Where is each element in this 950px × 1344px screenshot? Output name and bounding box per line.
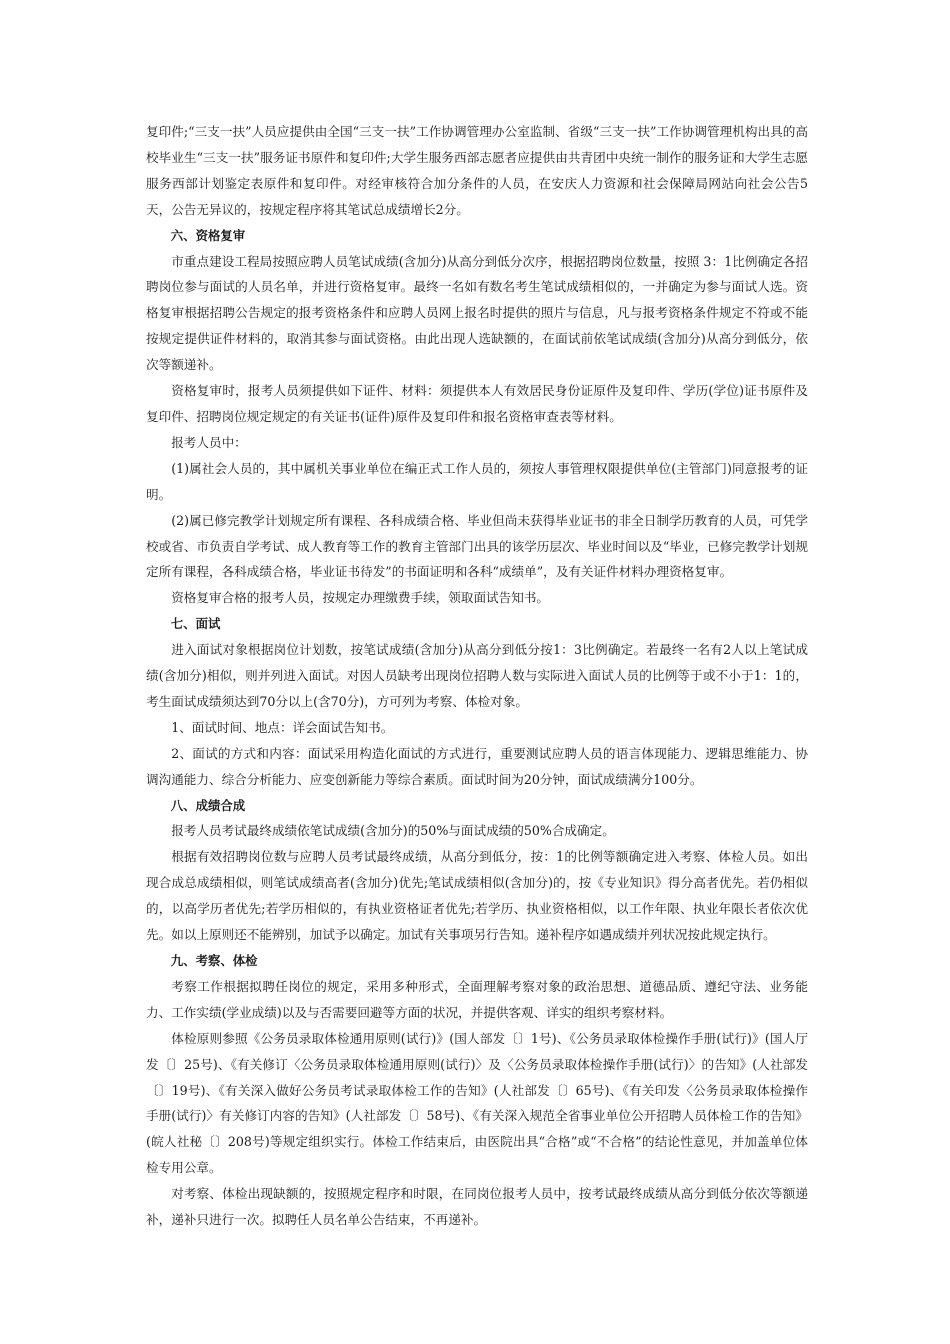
document-body bbox=[146, 119, 808, 1233]
paragraph: 报考人员考试最终成绩依笔试成绩(含加分)的50%与面试成绩的50%合成确定。 bbox=[171, 823, 615, 839]
paragraph: 进入面试对象根据岗位计划数，按笔试成绩(含加分)从高分到低分按1：3比例确定。若最终一名有2人以上笔试成绩(含加分)相似，则并列进入面试。对因人员缺考出现岗位招聘人数与实际进入面试人员的比例等于或不小于1：1的，考生面试成绩须达到70分以上(含70分)，方可列为考察、体检对象。 bbox=[146, 642, 808, 709]
paragraph: 报考人员中： bbox=[171, 434, 247, 450]
section-heading: 六、资格复审 bbox=[170, 227, 246, 243]
paragraph: 根据有效招聘岗位数与应聘人员考试最终成绩，从高分到低分，按：1的比例等额确定进入考察、体检人员。如出现合成总成绩相似，则笔试成绩高者(含加分)优先;笔试成绩相似(含加分)的，按《专业知识》得分高者优先。若仍相似的，以高学历者优先;若学历相似的，有执业资格证者优先;若学历、执业资格相似，以工作年限、执业年限长者依次优先。如以上原则还不能辨别，加试予以确定。加试有关事项另行告知。递补程序如遇成绩并列状况按此规定执行。 bbox=[146, 849, 808, 943]
paragraph: 复印件;“三支一扶”人员应提供由全国“三支一扶”工作协调管理办公室监制、省级“三支一扶”工作协调管理机构出具的高校毕业生“三支一扶”服务证书原件和复印件;大学生服务西部志愿者应提供由共青团中央统一制作的服务证和大学生志愿服务西部计划鉴定表原件和复印件。对经审核符合加分条件的人员，在安庆人力资源和社会保障局网站向社会公告5天，公告无异议的，按规定程序将其笔试总成绩增长2分。 bbox=[146, 124, 808, 217]
paragraph: 1、面试时间、地点：详会面试告知书。 bbox=[171, 719, 394, 735]
paragraph: 2、面试的方式和内容：面试采用构造化面试的方式进行，重要测试应聘人员的语言体现能力、逻辑思维能力、协调沟通能力、综合分析能力、应变创新能力等综合素质。面试时间为20分钟，面试成绩满分100分。 bbox=[146, 745, 808, 787]
paragraph: 资格复审时，报考人员须提供如下证件、材料：须提供本人有效居民身份证原件及复印件、学历(学位)证书原件及复印件、招聘岗位规定规定的有关证书(证件)原件及复印件和报名资格审查表等材料。 bbox=[146, 383, 808, 424]
paragraph: (1)属社会人员的，其中属机关事业单位在编正式工作人员的，须按人事管理权限提供单位(主管部门)同意报考的证明。 bbox=[146, 460, 808, 502]
paragraph: (2)属已修完教学计划规定所有课程、各科成绩合格、毕业但尚未获得毕业证书的非全日制学历教育的人员，可凭学校或省、市负责自学考试、成人教育等工作的教育主管部门出具的该学历层次、毕业时间以及“毕业，已修完教学计划规定所有课程，各科成绩合格，毕业证书待发”的书面证明和各科“成绩单”，及有关证件材料办理资格复审。 bbox=[146, 512, 808, 580]
paragraph: 资格复审合格的报考人员，按规定办理缴费手续，领取面试告知书。 bbox=[171, 590, 549, 606]
section-heading: 九、考察、体检 bbox=[170, 953, 258, 968]
section-heading: 七、面试 bbox=[170, 616, 221, 632]
section-heading: 八、成绩合成 bbox=[170, 797, 246, 813]
paragraph: 考察工作根据拟聘任岗位的规定，采用多种形式，全面理解考察对象的政治思想、道德品质、遵纪守法、业务能力、工作实绩(学业成绩)以及与否需要回避等方面的状况，并提供客观、详实的组织考察材料。 bbox=[146, 978, 808, 1020]
paragraph: 对考察、体检出现缺额的，按照规定程序和时限，在同岗位报考人员中，按考试最终成绩从高分到低分依次等额递补，递补只进行一次。拟聘任人员名单公告结束，不再递补。 bbox=[146, 1186, 808, 1228]
paragraph: 市重点建设工程局按照应聘人员笔试成绩(含加分)从高分到低分次序，根据招聘岗位数量，按照 3：1比例确定各招聘岗位参与面试的人员名单，并进行资格复审。最终一名如有数名考生笔试成绩相似的，一并确定为参与面试人选。资格复审根据招聘公告规定的报考资格条件和应聘人员网上报名时提供的照片与信息，凡与报考资格条件规定不符或不能按规定提供证件材料的，取消其参与面试资格。由此出现人选缺额的，在面试前依笔试成绩(含加分)从高分到低分，依次等额递补。 bbox=[146, 253, 808, 373]
paragraph: 体检原则参照《公务员录取体检通用原则(试行)》(国人部发〔〕1号)、《公务员录取体检操作手册(试行)》(国人厅发〔〕25号)、《有关修订〈公务员录取体检通用原则(试行)〉及〈公务员录取体检操作手册(试行)〉的告知》(人社部发〔〕19号)、《有关深入做好公务员考试录取体检工作的告知》(人社部发〔〕65号)、《有关印发〈公务员录取体检操作手册(试行)〉有关修订内容的告知》(人社部发〔〕58号)、《有关深入规范全省事业单位公开招聘人员体检工作的告知》(皖人社秘〔〕208号)等规定组织实行。体检工作结束后，由医院出具“合格”或“不合格”的结论性意见，并加盖单位体检专用公章。 bbox=[146, 1030, 808, 1176]
